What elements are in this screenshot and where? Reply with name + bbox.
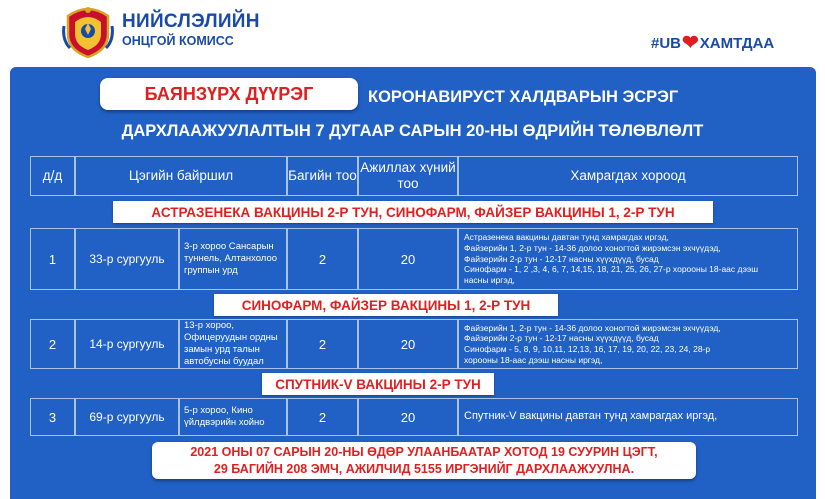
- row-1-coverage: [458, 228, 798, 290]
- row-3-address: 5-р хороо, Кино үйлдвэрийн хойно: [179, 398, 287, 436]
- hashtag-right: ХАМТДАА: [699, 34, 775, 52]
- district-badge: БАЯНЗҮРХ ДҮҮРЭГ: [100, 78, 358, 110]
- vaccine-section-band-3: СПУТНИК-V ВАКЦИНЫ 2-Р ТУН: [262, 373, 494, 395]
- header: [0, 0, 825, 62]
- page-title-line1: КОРОНАВИРУСТ ХАЛДВАРЫН ЭСРЭГ: [368, 88, 679, 106]
- header-no: д/д: [30, 156, 75, 196]
- heart-icon: ❤: [682, 32, 699, 54]
- row-3-location: 69-р сургууль: [75, 398, 179, 436]
- row-3-teams: 2: [287, 398, 358, 436]
- row-1-location: 33-р сургууль: [75, 228, 179, 290]
- footer-line2: 29 БАГИЙН 208 ЭМЧ, АЖИЛЧИД 5155 ИРГЭНИЙГ ДАРХЛААЖУУЛНА.: [213, 461, 635, 476]
- header-coverage: Хамрагдах хороод: [458, 156, 798, 196]
- row-3-coverage: [458, 398, 798, 436]
- row-2-address: 13-р хороо, Офицеруудын ордны замын урд талын автобусны буудал: [179, 319, 287, 369]
- row-3-people: 20: [358, 398, 458, 436]
- page-title-line2: ДАРХЛААЖУУЛАЛТЫН 7 ДУГААР САРЫН 20-НЫ ӨДРИЙН ТӨЛӨВЛӨЛТ: [121, 122, 704, 140]
- coverage-line: Файзерийн 1, 2-р тун - 14-36 долоо хоногтой жирэмсэн эхчүүдэд,: [464, 322, 721, 333]
- row-1-people: 20: [358, 228, 458, 290]
- footer-summary: [152, 442, 696, 479]
- header-teams: Багийн тоо: [287, 156, 358, 196]
- coverage-line: Файзерийн 2-р тун - 12-17 насны хүүхдүүд, бусад: [464, 253, 659, 264]
- row-2-location: 14-р сургууль: [75, 319, 179, 369]
- hashtag-left: #UB: [651, 34, 682, 52]
- footer-line1: 2021 ОНЫ 07 САРЫН 20-НЫ ӨДӨР УЛААНБААТАР ХОТОД 19 СУУРИН ЦЭГТ,: [190, 445, 658, 460]
- coverage-line: Синофарм - 1, 2 ,3, 4, 6, 7, 14,15, 18, 21, 25, 26, 27-р хорооны 18-аас дээш: [464, 264, 759, 275]
- row-1-address: 3-р хороо Сансарын туннель, Алтанхолоо группын урд: [179, 228, 287, 290]
- coverage-line: хорооны 18-аас дээш насны иргэд,: [464, 354, 603, 365]
- row-1-no: 1: [30, 228, 75, 290]
- header-people: Ажиллах хүний тоо: [358, 156, 458, 196]
- coverage-line: Файзерийн 1, 2-р тун - 14-36 долоо хоногтой жирэмсэн эхчүүдэд,: [464, 243, 721, 254]
- row-2-teams: 2: [287, 319, 358, 369]
- org-name-line2: ОНЦГОЙ КОМИСС: [122, 34, 234, 48]
- coverage-line: насны иргэд,: [464, 274, 515, 285]
- row-3-no: 3: [30, 398, 75, 436]
- ulaanbaatar-emblem-icon: [62, 4, 114, 58]
- hashtag-ub-hamtdaa: [651, 33, 774, 53]
- row-2-people: 20: [358, 319, 458, 369]
- row-1-teams: 2: [287, 228, 358, 290]
- coverage-line: Файзерийн 2-р тун - 12-17 насны хүүхдүүд, бусад: [464, 333, 659, 344]
- coverage-line: Синофарм - 5, 8, 9, 10,11, 12,13, 16, 17, 19, 20, 22, 23, 24, 28-р: [464, 344, 711, 354]
- coverage-line: Спутник-V вакцины давтан тунд хамрагдах иргэд,: [464, 410, 718, 423]
- row-2-coverage: [458, 319, 798, 369]
- row-2-no: 2: [30, 319, 75, 369]
- header-location: Цэгийн байршил: [75, 156, 287, 196]
- org-name: [122, 12, 260, 48]
- vaccine-section-band-1: АСТРАЗЕНЕКА ВАКЦИНЫ 2-Р ТУН, СИНОФАРМ, ФАЙЗЕР ВАКЦИНЫ 1, 2-Р ТУН: [113, 201, 713, 223]
- org-name-line1: НИЙСЛЭЛИЙН: [122, 11, 260, 32]
- coverage-line: Астразенека вакцины давтан тунд хамрагдах иргэд,: [464, 232, 669, 243]
- vaccine-section-band-2: СИНОФАРМ, ФАЙЗЕР ВАКЦИНЫ 1, 2-Р ТУН: [214, 294, 558, 316]
